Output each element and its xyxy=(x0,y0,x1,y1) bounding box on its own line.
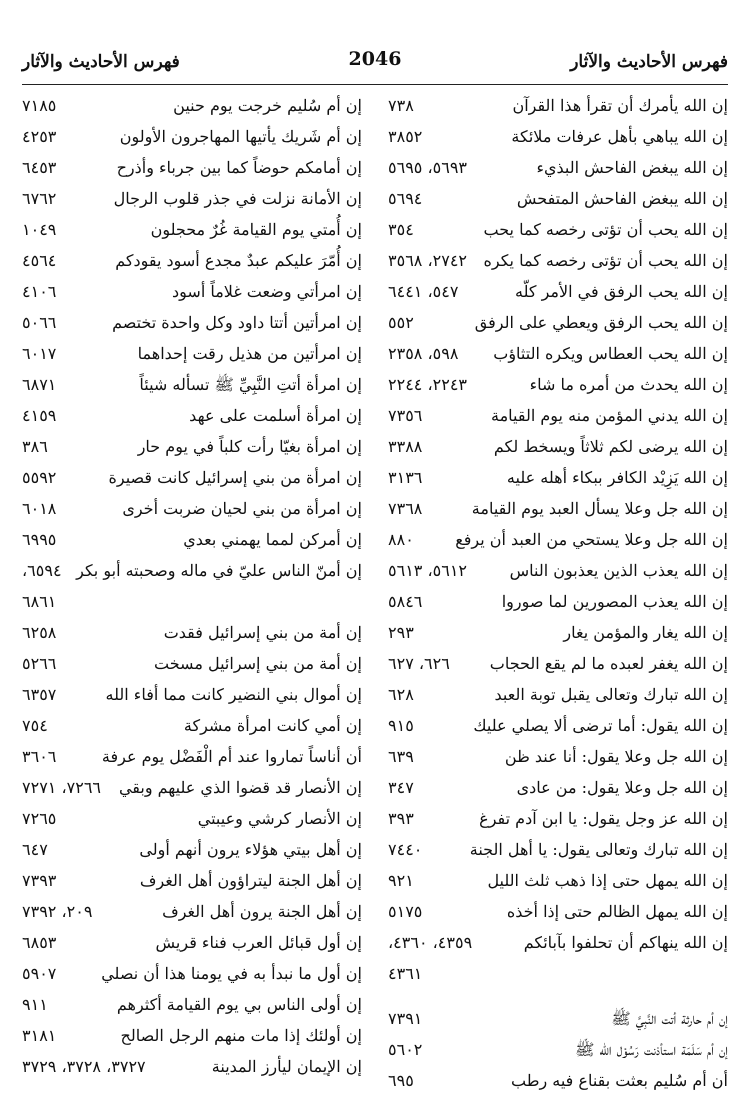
entry-numbers: ٣٤٧ xyxy=(388,778,414,797)
entry-numbers: ٩١١ xyxy=(22,995,48,1014)
entry-text: إن الله يقول: أما ترضى ألا يصلي عليك xyxy=(473,716,728,735)
entry-numbers: ٨٨٠ xyxy=(388,530,414,549)
entry-numbers: ٥٥٢ xyxy=(388,313,414,332)
entry-numbers: ٧٣٨ xyxy=(388,96,414,115)
entry-text: إن أمي كانت امرأة مشركة xyxy=(183,716,362,735)
page-header xyxy=(22,44,728,85)
entry-numbers: ٧٢٦٦، ٧٢٧١ xyxy=(22,778,101,797)
entry-text: إن امرأة بغيّا رأت كلباً في يوم حار xyxy=(137,437,362,456)
index-entry xyxy=(22,431,362,462)
entry-text: إن أمة من بني إسرائيل فقدت xyxy=(163,623,362,642)
right-column xyxy=(388,90,728,1096)
entry-numbers: ٣١٨١ xyxy=(22,1026,57,1045)
running-title-left: فهرس الأحاديث والآثار xyxy=(22,52,180,72)
entry-text: إن الله يحب العطاس ويكره التثاؤب xyxy=(493,344,728,363)
entry-numbers: ٦٠١٧ xyxy=(22,344,57,363)
entry-numbers: ٤٣٦١ xyxy=(388,964,423,983)
index-entry xyxy=(388,524,728,555)
entry-text: إن امرأة من بني إسرائيل كانت قصيرة xyxy=(108,468,362,487)
entry-numbers: ٦٨٥٣ xyxy=(22,933,57,952)
entry-numbers: ٥٩٨، ٢٣٥٨ xyxy=(388,344,459,363)
entry-numbers: ٢٧٤٢، ٣٥٦٨ xyxy=(388,251,467,270)
entry-text: إن الله يعذب المصورين لما صوروا xyxy=(501,592,728,611)
entry-text: إن الله جل وعلا يستحي من العبد أن يرفع xyxy=(455,530,728,549)
entry-text: إن الله يأمرك أن تقرأ هذا القرآن xyxy=(512,96,728,115)
entry-text: إن الله يمهل حتى إذا ذهب ثلث الليل xyxy=(487,871,728,890)
entry-text: إن الله يحب أن تؤتى رخصه كما يكره xyxy=(483,251,728,270)
entry-text: إن الله يحب الرفق ويعطي على الرفق xyxy=(474,313,728,332)
index-entry xyxy=(388,679,728,710)
index-entry xyxy=(388,648,728,679)
entry-numbers: ٣٩٣ xyxy=(388,809,414,828)
entry-text: إن أموال بني النضير كانت مما أفاء الله xyxy=(105,685,362,704)
index-entry xyxy=(388,307,728,338)
entry-numbers: ٢٩٣ xyxy=(388,623,414,642)
index-entry xyxy=(388,90,728,121)
index-entry xyxy=(22,555,362,586)
index-entry xyxy=(22,462,362,493)
entry-numbers: ٥٥٩٢ xyxy=(22,468,57,487)
entry-numbers: ٦٣٥٧ xyxy=(22,685,57,704)
entry-text: إن امرأتي وضعت غلاماً أسود xyxy=(172,282,362,301)
entry-numbers: ٣١٣٦ xyxy=(388,468,423,487)
entry-text: إن أمنّ الناس عليّ في ماله وصحبته أبو بكر xyxy=(76,561,362,580)
entry-numbers: ٢٢٤٣، ٢٢٤٤ xyxy=(388,375,467,394)
index-entry xyxy=(22,803,362,834)
entry-text: إن الله جل وعلا يقول: من عادى xyxy=(516,778,728,797)
index-entry xyxy=(22,958,362,989)
index-entry xyxy=(22,214,362,245)
entry-text: إن الله يحدث من أمره ما شاء xyxy=(529,375,728,394)
entry-numbers: ٦٢٨ xyxy=(388,685,414,704)
index-entry xyxy=(22,276,362,307)
index-entry xyxy=(22,865,362,896)
index-entry xyxy=(22,772,362,803)
index-entry xyxy=(388,338,728,369)
index-entry xyxy=(22,121,362,152)
entry-numbers: ٣٥٤ xyxy=(388,220,414,239)
entry-text: إن الله تبارك وتعالى يقبل توبة العبد xyxy=(494,685,728,704)
entry-text: إن أم سَلَمَة استأذنت رَسُوْل الله ﷺ xyxy=(575,1040,728,1059)
index-entry xyxy=(388,772,728,803)
entry-text: إن أم شَريك يأتيها المهاجرون الأولون xyxy=(119,127,362,146)
entry-text: إن أُمّرَ عليكم عبدٌ مجدع أسود يقودكم xyxy=(115,251,362,270)
entry-numbers: ٧٢٦٥ xyxy=(22,809,57,828)
entry-text: إن الله عز وجل يقول: يا ابن آدم تفرغ xyxy=(479,809,728,828)
index-entry xyxy=(22,648,362,679)
index-entry xyxy=(388,369,728,400)
entry-text: إن أهل الجنة ليتراؤون أهل الغرف xyxy=(139,871,362,890)
index-entry xyxy=(22,617,362,648)
entry-text: إن امرأتين من هذيل رقت إحداهما xyxy=(137,344,362,363)
entry-text: إن الله يرضى لكم ثلاثاً ويسخط لكم xyxy=(493,437,728,456)
index-entry xyxy=(22,307,362,338)
entry-numbers: ٤٢٥٣ xyxy=(22,127,57,146)
entry-text: إن امرأة أتتِ النَّبِيِّ ﷺ تسأله شيئاً xyxy=(139,375,362,394)
entry-numbers: ٧٣٩٣ xyxy=(22,871,57,890)
entry-numbers: ٤٣٥٩، ٤٣٦٠، xyxy=(388,933,473,952)
index-entry xyxy=(388,896,728,927)
index-entry xyxy=(22,245,362,276)
index-entry xyxy=(22,493,362,524)
entry-text: إن الله جل وعلا يسأل العبد يوم القيامة xyxy=(471,499,728,518)
entry-numbers: ٧٣٦٨ xyxy=(388,499,423,518)
index-entry xyxy=(22,989,362,1020)
index-entry xyxy=(22,524,362,555)
entry-text: إن الله يحب الرفق في الأمر كلّه xyxy=(515,282,728,301)
entry-numbers: ٤٥٦٤ xyxy=(22,251,57,270)
index-entry xyxy=(22,679,362,710)
entry-text: إن امرأة من بني لحيان ضربت أخرى xyxy=(122,499,362,518)
index-columns xyxy=(22,90,728,1090)
index-entry xyxy=(22,896,362,927)
entry-numbers: ٣٨٥٢ xyxy=(388,127,423,146)
entry-text: إن الإيمان ليأرز المدينة xyxy=(211,1057,362,1076)
index-entry xyxy=(388,958,728,989)
entry-numbers: ٩١٥ xyxy=(388,716,414,735)
entry-numbers: ٢٠٩، ٧٣٩٢ xyxy=(22,902,93,921)
entry-text: إن الله جل وعلا يقول: أنا عند ظن xyxy=(504,747,728,766)
entry-numbers: ٥٦٩٤ xyxy=(388,189,423,208)
entry-text: إن الله يمهل الظالم حتى إذا أخذه xyxy=(506,902,728,921)
entry-text: إن الأمانة نزلت في جذر قلوب الرجال xyxy=(113,189,362,208)
index-entry xyxy=(22,183,362,214)
entry-text: إن الله يحب أن تؤتى رخصه كما يحب xyxy=(483,220,728,239)
entry-numbers: ٥٦١٢، ٥٦١٣ xyxy=(388,561,467,580)
entry-numbers: ٣٧٢٧، ٣٧٢٨، ٣٧٢٩ xyxy=(22,1057,146,1076)
entry-numbers: ٥٨٤٦ xyxy=(388,592,423,611)
entry-text: إن أم سُليم خرجت يوم حنين xyxy=(173,96,362,115)
entry-numbers: ٥٤٧، ٦٤٤١ xyxy=(388,282,459,301)
index-entry xyxy=(22,369,362,400)
entry-numbers: ٦٨٦١ xyxy=(22,592,57,611)
index-entry xyxy=(388,803,728,834)
entry-numbers: ٦٩٥ xyxy=(388,1071,414,1090)
entry-text: إن الله يبغض الفاحش البذيء xyxy=(536,158,728,177)
entry-text: إن أم حارثة أتت النَّبِيَّ ﷺ xyxy=(611,1009,728,1028)
index-entry xyxy=(22,400,362,431)
entry-text: إن أول قبائل العرب فناء قريش xyxy=(155,933,362,952)
entry-numbers: ٥١٧٥ xyxy=(388,902,423,921)
entry-text: إن امرأتين أتتا داود وكل واحدة تختصم xyxy=(112,313,362,332)
entry-text: إن الله يغفر لعبده ما لم يقع الحجاب xyxy=(489,654,728,673)
entry-text: إن الأنصار قد قضوا الذي عليهم وبقي xyxy=(118,778,362,797)
entry-text: إن الأنصار كرشي وعيبتي xyxy=(197,809,362,828)
entry-text: أن أناساً تماروا عند أم الْفَضْل يوم عرفة xyxy=(101,747,362,766)
entry-text: أن أم سُليم بعثت بقناع فيه رطب xyxy=(511,1071,728,1090)
index-entry xyxy=(388,121,728,152)
entry-numbers: ٦٢٥٨ xyxy=(22,623,57,642)
entry-numbers: ٥٢٦٦ xyxy=(22,654,57,673)
entry-numbers: ٦٢٦، ٦٢٧ xyxy=(388,654,450,673)
entry-numbers: ٣٨٦ xyxy=(22,437,48,456)
entry-numbers: ٦٤٥٣ xyxy=(22,158,57,177)
index-entry xyxy=(388,214,728,245)
left-column xyxy=(22,90,362,1082)
entry-numbers: ٥٦٩٣، ٥٦٩٥ xyxy=(388,158,467,177)
entry-text: إن الله ينهاكم أن تحلفوا بآبائكم xyxy=(523,933,728,952)
index-entry xyxy=(22,152,362,183)
entry-numbers: ٧٤٤٠ xyxy=(388,840,423,859)
index-entry xyxy=(388,1003,728,1034)
index-entry xyxy=(388,1034,728,1065)
entry-numbers: ١٠٤٩ xyxy=(22,220,57,239)
index-entry xyxy=(388,276,728,307)
entry-text: إن أمامكم حوضاً كما بين جرباء وأذرح xyxy=(116,158,362,177)
entry-numbers: ٦٥٩٤، xyxy=(22,561,62,580)
entry-numbers: ٥٦٠٢ xyxy=(388,1040,423,1059)
entry-text: إن أمركن لمما يهمني بعدي xyxy=(183,530,362,549)
entry-numbers: ٧١٨٥ xyxy=(22,96,57,115)
index-entry xyxy=(22,90,362,121)
entry-numbers: ٧٥٤ xyxy=(22,716,48,735)
entry-numbers: ٤١٠٦ xyxy=(22,282,57,301)
entry-text: إن أمة من بني إسرائيل مسخت xyxy=(154,654,362,673)
index-entry xyxy=(388,710,728,741)
entry-numbers: ٣٦٠٦ xyxy=(22,747,57,766)
entry-numbers: ٧٣٥٦ xyxy=(388,406,423,425)
entry-text: إن الله يدني المؤمن منه يوم القيامة xyxy=(491,406,728,425)
index-entry xyxy=(388,1065,728,1096)
page-number: 2046 xyxy=(348,48,402,70)
index-entry xyxy=(22,927,362,958)
index-entry xyxy=(388,927,728,958)
index-entry xyxy=(388,400,728,431)
entry-text: إن أولى الناس بي يوم القيامة أكثرهم xyxy=(116,995,362,1014)
entry-text: إن الله يبغض الفاحش المتفحش xyxy=(516,189,728,208)
entry-numbers: ٦٠١٨ xyxy=(22,499,57,518)
entry-numbers: ٦٩٩٥ xyxy=(22,530,57,549)
index-entry xyxy=(22,710,362,741)
index-entry xyxy=(22,1051,362,1082)
index-entry xyxy=(388,462,728,493)
entry-numbers: ٥٠٦٦ xyxy=(22,313,57,332)
index-entry xyxy=(388,183,728,214)
entry-text: إن أُمتي يوم القيامة غُرٌ محجلون xyxy=(150,220,362,239)
entry-numbers: ٥٩٠٧ xyxy=(22,964,57,983)
entry-numbers: ٦٨٧١ xyxy=(22,375,57,394)
entry-text: إن الله يغار والمؤمن يغار xyxy=(563,623,728,642)
entry-text: إن الله يعذب الذين يعذبون الناس xyxy=(509,561,728,580)
entry-text: إن أهل الجنة يرون أهل الغرف xyxy=(162,902,362,921)
index-entry xyxy=(388,865,728,896)
entry-numbers: ٤١٥٩ xyxy=(22,406,57,425)
index-entry xyxy=(388,431,728,462)
index-entry xyxy=(388,741,728,772)
entry-text: إن أولئك إذا مات منهم الرجل الصالح xyxy=(120,1026,362,1045)
entry-numbers: ٩٢١ xyxy=(388,871,414,890)
entry-numbers: ٦٣٩ xyxy=(388,747,414,766)
index-entry xyxy=(388,555,728,586)
entry-text: إن أول ما نبدأ به في يومنا هذا أن نصلي xyxy=(101,964,362,983)
entry-numbers: ٣٣٨٨ xyxy=(388,437,423,456)
index-entry xyxy=(22,586,362,617)
index-entry xyxy=(22,741,362,772)
entry-numbers: ٦٤٧ xyxy=(22,840,48,859)
entry-text: إن الله يَزِيْد الكافر ببكاء أهله عليه xyxy=(506,468,728,487)
entry-numbers: ٦٧٦٢ xyxy=(22,189,57,208)
running-title-right: فهرس الأحاديث والآثار xyxy=(570,52,728,72)
index-entry xyxy=(388,152,728,183)
index-entry xyxy=(22,338,362,369)
index-entry xyxy=(388,493,728,524)
index-entry xyxy=(22,1020,362,1051)
index-entry xyxy=(388,834,728,865)
entry-text: إن الله تبارك وتعالى يقول: يا أهل الجنة xyxy=(469,840,728,859)
index-entry xyxy=(388,586,728,617)
entry-text: إن امرأة أسلمت على عهد xyxy=(189,406,362,425)
index-entry xyxy=(388,245,728,276)
entry-text: إن أهل بيتي هؤلاء يرون أنهم أولى xyxy=(139,840,362,859)
index-entry xyxy=(388,617,728,648)
entry-numbers: ٧٣٩١ xyxy=(388,1009,423,1028)
entry-text: إن الله يباهي بأهل عرفات ملائكة xyxy=(511,127,728,146)
index-entry xyxy=(22,834,362,865)
